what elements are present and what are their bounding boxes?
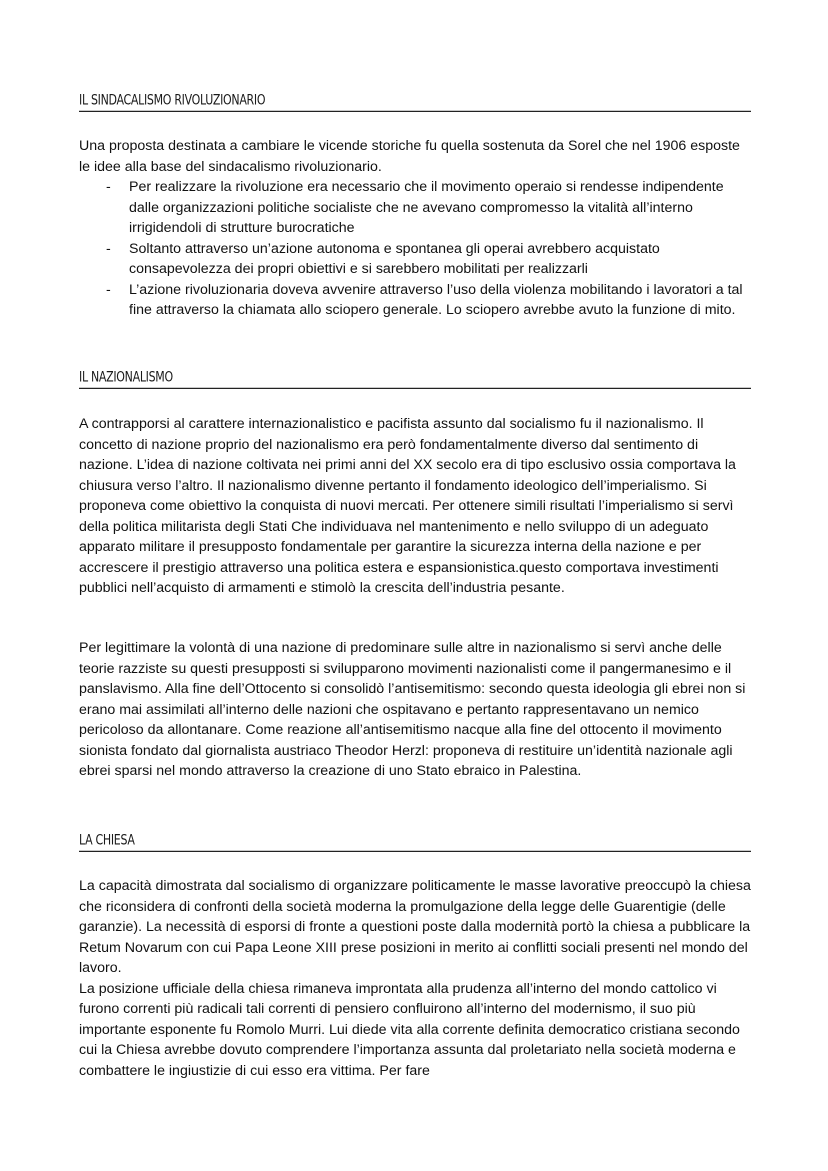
section-body-sindacalismo [79, 136, 751, 321]
paragraph: A contrapporsi al carattere internazionalistico e pacifista assunto dal socialismo fu il nazionalismo. Il concetto di nazione proprio del nazionalismo era però fondamentalmente diverso dal sentimento di nazione. L’idea di nazione coltivata nei primi anni del XX secolo era di tipo esclusivo ossia comportava la chiusura verso l’altro. Il nazionalismo divenne pertanto il fondamento ideologico dell’imperialismo. Si proponeva come obiettivo la conquista di nuovi mercati. Per ottenere simili risultati l’imperialismo si servì della politica militarista degli Stati Che individuava nel mantenimento e nello sviluppo di un adeguato apparato militare il presupposto fondamentale per garantire la sicurezza interna della nazione e per accrescere il prestigio attraverso una politica estera e espansionistica.questo comportava investimenti pubblici nell’acquisto di armamenti e stimolò la crescita dell’industria pesante. [79, 416, 736, 596]
section-heading-nazionalismo: IL NAZIONALISMO [79, 369, 751, 389]
paragraph: Per legittimare la volontà di una nazione di predominare sulle altre in nazionalismo si servì anche delle teorie razziste su questi presupposti si svilupparono movimenti nazionalisti come il pangermanesimo e il panslavismo. Alla fine dell’Ottocento si consolidò l’antisemitismo: secondo questa ideologia gli ebrei non si erano mai assimilati all’interno delle nazioni che ospitavano e pertanto rappresentavano un nemico pericoloso da allontanare. Come reazione all’antisemitismo nacque alla fine del ottocento il movimento sionista fondato dal giornalista austriaco Theodor Herzl: proponeva di restituire un’identità nazionale agli ebrei sparsi nel mondo attraverso la creazione di uno Stato ebraico in Palestina. [79, 640, 746, 779]
bullet-marker: - [106, 240, 111, 257]
list-item [79, 280, 751, 321]
bullet-marker: - [106, 281, 111, 298]
bullet-marker: - [106, 179, 111, 195]
list-item-text: L’azione rivoluzionaria doveva avvenire attraverso l’uso della violenza mobilitando i lavoratori a tal fine attraverso la chiamata allo sciopero generale. Lo sciopero avrebbe avuto la funzione di mito. [129, 281, 743, 318]
section-heading-chiesa: LA CHIESA [79, 832, 751, 852]
paragraph: La posizione ufficiale della chiesa rimaneva improntata alla prudenza all’interno del mondo cattolico vi furono correnti più radicali tali correnti di pensiero confluirono all’interno del modernismo, il suo più importante esponente fu Romolo Murri. Lui diede vita alla corrente definita democratico cristiana secondo cui la Chiesa avrebbe dovuto comprendere l’importanza assunta dal proletariato nella società moderna e combattere le ingiustizie di cui esso era vittima. Per fare [79, 980, 740, 1079]
section-heading-sindacalismo: IL SINDACALISMO RIVOLUZIONARIO [79, 92, 751, 112]
section-body-chiesa [79, 876, 751, 1081]
list-item [79, 177, 751, 239]
paragraph-intro: Una proposta destinata a cambiare le vicende storiche fu quella sostenuta da Sorel che nel 1906 esposte le idee alla base del sindacalismo rivoluzionario. [79, 138, 740, 175]
bullet-list [79, 177, 751, 321]
list-item-text: Soltanto attraverso un’azione autonoma e spontanea gli operai avrebbero acquistato consapevolezza dei propri obiettivi e si sarebbero mobilitati per realizzarli [129, 240, 660, 277]
list-item [79, 239, 751, 280]
paragraph: La capacità dimostrata dal socialismo di organizzare politicamente le masse lavorative preoccupò la chiesa che riconsidera di confronti della società moderna la promulgazione della legge delle Guarentigie (delle garanzie). La necessità di esporsi di fronte a questioni poste dalla modernità portò la chiesa a pubblicare la Retum Novarum con cui Papa Leone XIII prese posizioni in merito ai conflitti sociali presenti nel mondo del lavoro. [79, 878, 751, 976]
list-item-text: Per realizzare la rivoluzione era necessario che il movimento operaio si rendesse indipendente dalle organizzazioni politiche socialiste che ne avevano compromesso la vitalità all’interno irrigidendoli di strutture burocratiche [129, 179, 724, 236]
